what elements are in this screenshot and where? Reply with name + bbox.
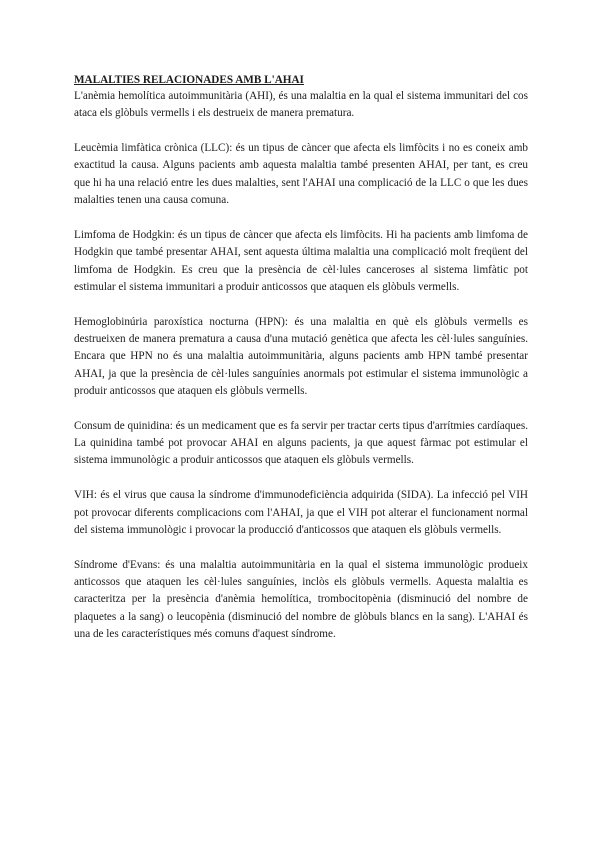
paragraph-hodgkin: Limfoma de Hodgkin: és un tipus de càncer que afecta els limfòcits. Hi ha pacients amb limfoma de Hodgkin que també presentar AHAI, sent aquesta última malaltia una complicació molt freqüent del limfoma de Hodgkin. Es creu que la presència de cèl·lules canceroses al sistema limfàtic pot estimular el sistema immunitari a produir anticossos que ataquen els glòbuls vermells. bbox=[74, 228, 528, 293]
paragraph-hpn: Hemoglobinúria paroxística nocturna (HPN): és una malaltia en què els glòbuls vermells es destrueixen de manera prematura a causa d'una mutació genètica que afecta les cèl·lules sanguínies. Encara que HPN no és una malaltia autoimmunitària, alguns pacients amb HPN també presentar AHAI, ja que la presència de cèl·lules sanguínies anormals pot estimular el sistema immunològic a produir anticossos que ataquen els glòbuls vermells. bbox=[74, 315, 528, 397]
intro-paragraph: L'anèmia hemolítica autoimmunitària (AHI), és una malaltia en la qual el sistema immunitari del cos ataca els glòbuls vermells i els destrueix de manera prematura. bbox=[74, 90, 528, 120]
paragraph-quinidina: Consum de quinidina: és un medicament que es fa servir per tractar certs tipus d'arrítmies cardíaques. La quinidina també pot provocar AHAI en alguns pacients, ja que aquest fàrmac pot estimular el sistema immunològic a produir anticossos que ataquen els glòbuls vermells. bbox=[74, 419, 528, 467]
paragraph-vih: VIH: és el virus que causa la síndrome d'immunodeficiència adquirida (SIDA). La infecció pel VIH pot provocar diferents complicacions com l'AHAI, ja que el VIH pot alterar el funcionament normal del sistema immunològic i provocar la producció d'anticossos que ataquen els glòbuls vermells. bbox=[74, 489, 528, 536]
document-page bbox=[74, 72, 528, 661]
paragraph-evans: Síndrome d'Evans: és una malaltia autoimmunitària en la qual el sistema immunològic produeix anticossos que ataquen les cèl·lules sanguínies, inclòs els glòbuls vermells. Aquesta malaltia es caracteritza per la presència d'anèmia hemolítica, trombocitopènia (disminució del nombre de plaquetes a la sang) o leucopènia (disminució del nombre de glòbuls blancs en la sang). L'AHAI és una de les característiques més comuns d'aquest síndrome. bbox=[74, 558, 528, 640]
document-title: MALALTIES RELACIONADES AMB L'AHAI bbox=[74, 74, 304, 86]
paragraph-llc: Leucèmia limfàtica crònica (LLC): és un tipus de càncer que afecta els limfòcits i no es coneix amb exactitud la causa. Alguns pacients amb aquesta malaltia també presenten AHAI, per tant, es creu que hi ha una relació entre les dues malalties, sent l'AHAI una complicació de la LLC o que les dues malalties tenen una causa comuna. bbox=[74, 142, 528, 207]
